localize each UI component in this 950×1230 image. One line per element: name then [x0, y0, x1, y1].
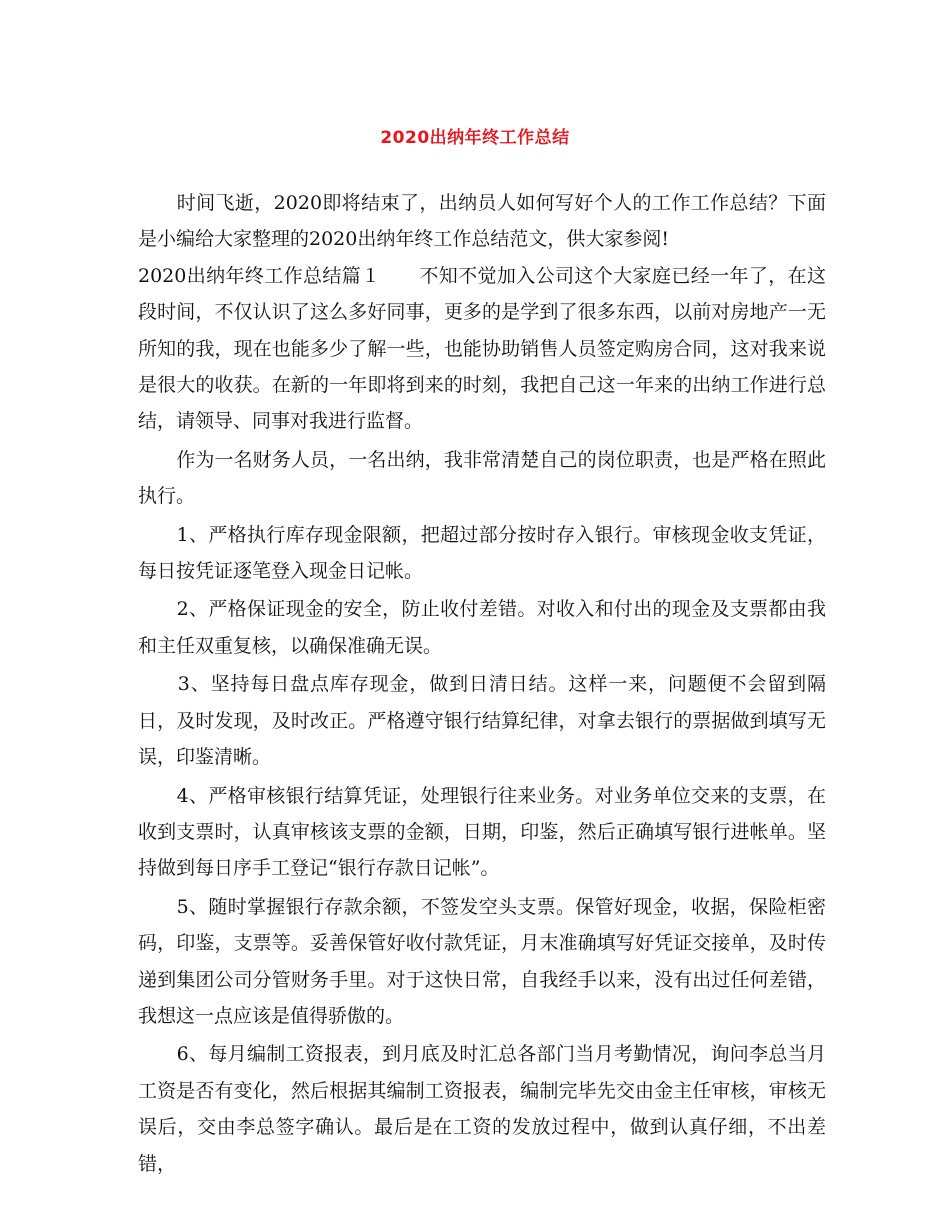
paragraph-item-6: 6、每月编制工资报表，到月底及时汇总各部门当月考勤情况，询问李总当月工资是否有变化，然后根据其编制工资报表，编制完毕先交由金主任审核，审核无误后，交由李总签字确认。最后是在工资的发放过程中，做到认真仔细，不出差错， — [138, 1043, 826, 1175]
paragraph-item-2: 2、严格保证现金的安全，防止收付差错。对收入和付出的现金及支票都由我和主任双重复核，以确保准确无误。 — [138, 598, 826, 657]
paragraph-item-4: 4、严格审核银行结算凭证，处理银行往来业务。对业务单位交来的支票，在收到支票时，认真审核该支票的金额，日期，印鉴，然后正确填写银行进帐单。坚持做到每日序手工登记“银行存款日记帐”。 — [138, 784, 826, 880]
document-body — [138, 185, 826, 1182]
paragraph-item-5: 5、随时掌握银行存款余额，不签发空头支票。保管好现金，收据，保险柜密码，印鉴，支票等。妥善保管好收付款凭证，月末准确填写好凭证交接单，及时传递到集团公司分管财务手里。对于这快日常，自我经手以来，没有出过任何差错，我想这一点应该是值得骄傲的。 — [138, 895, 826, 1027]
paragraph-role: 作为一名财务人员，一名出纳，我非常清楚自己的岗位职责，也是严格在照此执行。 — [138, 448, 826, 508]
document-title: 2020出纳年终工作总结 — [380, 128, 570, 148]
paragraph-intro: 时间飞逝，2020即将结束了，出纳员人如何写好个人的工作工作总结？下面是小编给大家整理的2020出纳年终工作总结范文，供大家参阅! — [138, 192, 826, 251]
paragraph-item-3: 3、坚持每日盘点库存现金，做到日清日结。这样一来，问题便不会留到隔日，及时发现，及时改正。严格遵守银行结算纪律，对拿去银行的票据做到填写无误，印鉴清晰。 — [138, 673, 826, 769]
paragraph-item-1: 1、严格执行库存现金限额，把超过部分按时存入银行。审核现金收支凭证，每日按凭证逐笔登入现金日记帐。 — [138, 523, 826, 583]
paragraph-section-1: 2020出纳年终工作总结篇１ 不知不觉加入公司这个大家庭已经一年了，在这段时间，不仅认识了这么多好同事，更多的是学到了很多东西，以前对房地产一无所知的我，现在也能多少了解一些，也能协助销售人员签定购房合同，这对我来说是很大的收获。在新的一年即将到来的时刻，我把自己这一年来的出纳工作进行总结，请领导、同事对我进行监督。 — [138, 264, 826, 433]
